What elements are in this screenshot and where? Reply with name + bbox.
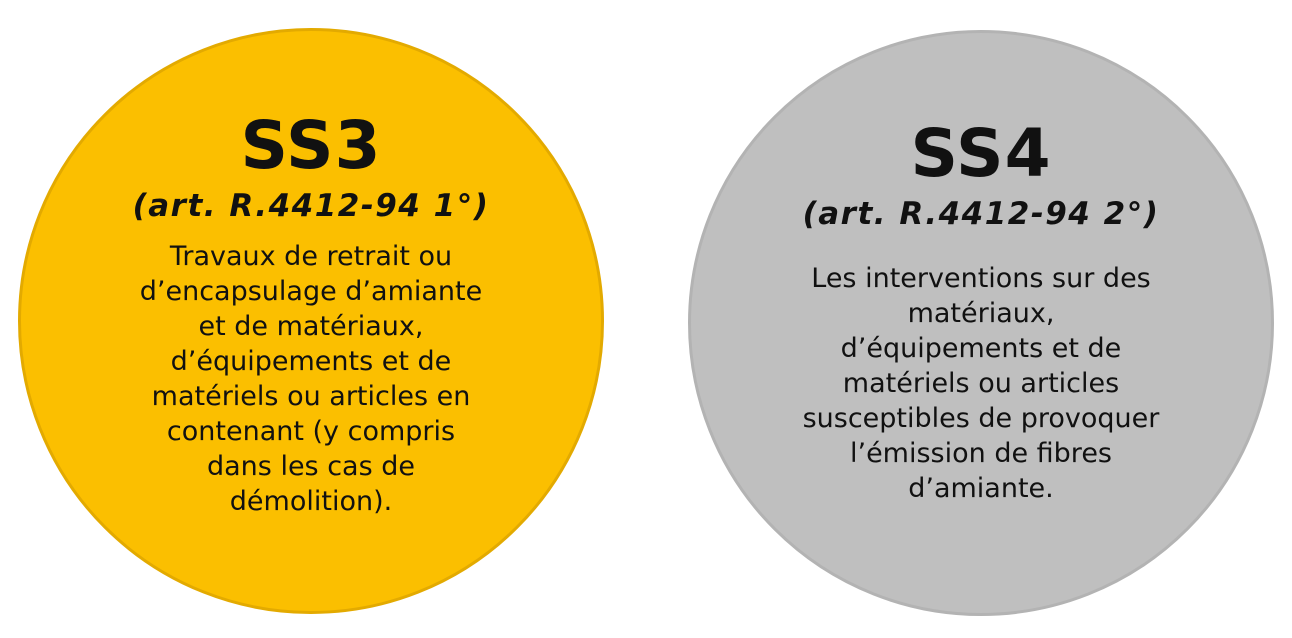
ss4-article: (art. R.4412-94 2°) (802, 196, 1160, 232)
ss4-description-line: d’équipements et de (840, 333, 1122, 364)
ss3-article: (art. R.4412-94 1°) (132, 188, 490, 224)
ss3-circle (18, 28, 604, 614)
ss3-description-line: et de matériaux, (198, 311, 424, 342)
ss4-description-line: Les interventions sur des (811, 263, 1151, 294)
ss4-description-line: susceptibles de provoquer (802, 403, 1160, 434)
ss4-description (691, 261, 1271, 506)
ss3-description-line: Travaux de retrait ou (169, 241, 453, 272)
ss3-title: SS3 (240, 107, 382, 184)
ss4-description-line: l’émission de fibres (849, 438, 1112, 469)
ss3-description-line: matériels ou articles en (151, 381, 471, 412)
ss3-description-line: dans les cas de (207, 451, 415, 482)
ss4-circle (688, 30, 1274, 616)
ss4-description-line: matériaux, (907, 298, 1055, 329)
ss4-description-line: d’amiante. (908, 473, 1054, 504)
ss3-description-line: d’encapsulage d’amiante (139, 276, 483, 307)
ss3-description-line: d’équipements et de (170, 346, 452, 377)
ss3-description-line: contenant (y compris (166, 416, 456, 447)
ss4-title: SS4 (910, 115, 1052, 192)
ss4-description-line: matériels ou articles (842, 368, 1120, 399)
ss3-description (21, 239, 601, 519)
ss3-description-line: démolition). (229, 486, 393, 517)
